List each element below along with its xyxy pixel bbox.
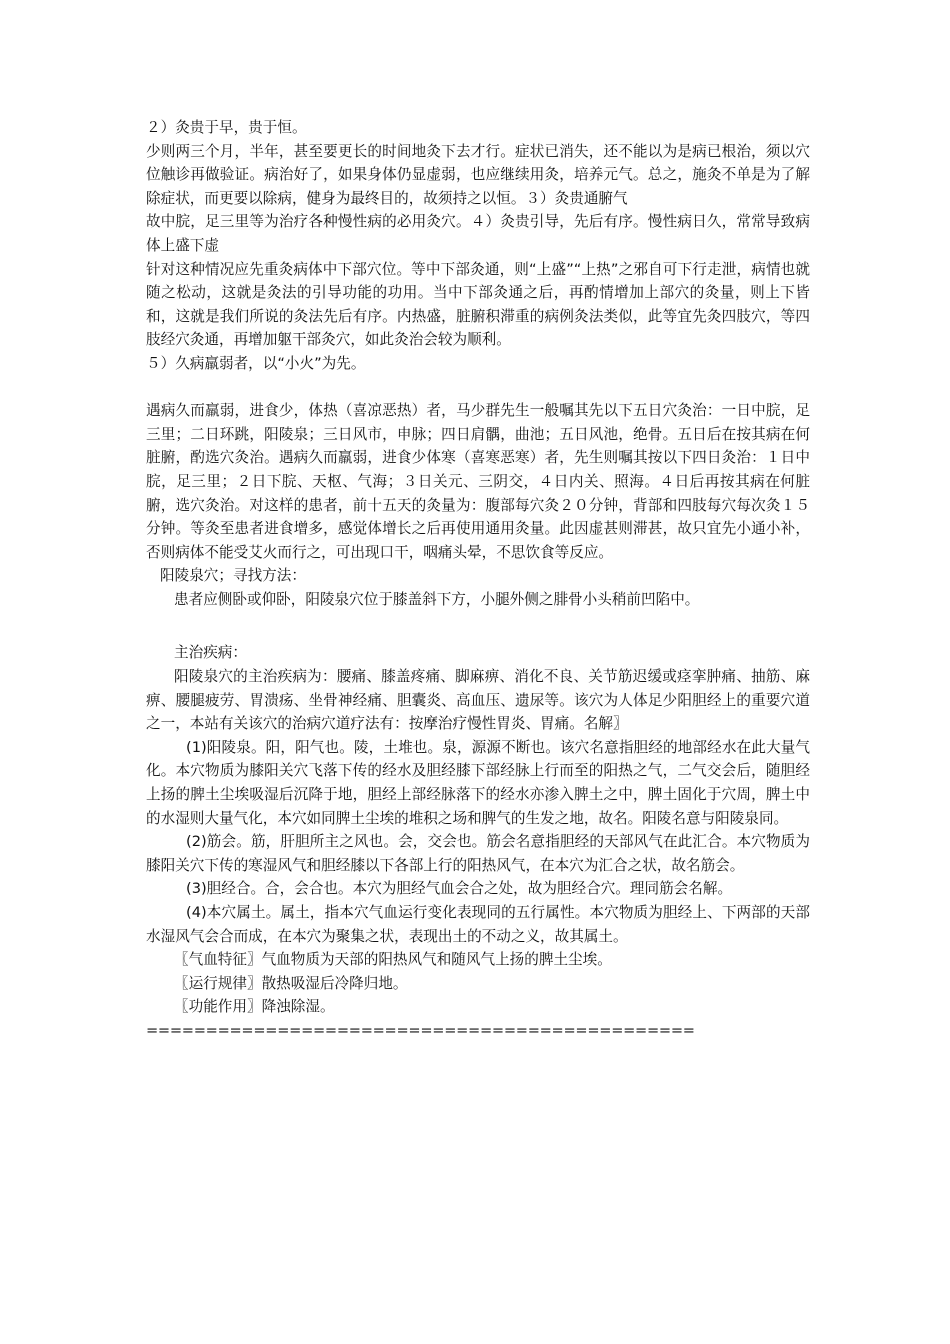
spacer <box>146 376 810 400</box>
name-explanation-3: (3)胆经合。合，会合也。本穴为胆经气血会合之处，故为胆经合穴。理同筋会名解。 <box>186 880 733 898</box>
name-explanation-2: (2)筋会。筋，肝胆所主之风也。会，交会也。筋会名意指胆经的天部风气在此汇合。本穴物质为膝阳关穴下传的寒湿风气和胆经膝以下各部上行的阳热风气，在本穴为汇合之状，故名筋会。 <box>146 833 810 874</box>
item-5-heading: ５）久病羸弱者，以“小火”为先。 <box>146 354 366 372</box>
qi-blood-feature: 〖气血特征〗气血物质为天部的阳热风气和随风气上扬的脾土尘埃。 <box>174 951 612 969</box>
name-explanation-4: (4)本穴属土。属土，指本穴气血运行变化表现同的五行属性。本穴物质为胆经上、下两部的天部水湿风气会合而成，在本穴为聚集之状，表现出土的不动之义，故其属土。 <box>146 904 810 945</box>
paragraph-persistence: 少则两三个月，半年，甚至要更长的时间地灸下去才行。症状已消失，还不能以为是病已根治，须以穴位触诊再做验证。病治好了，如果身体仍显虚弱，也应继续用灸，培养元气。总之，施灸不单是为了解除症状，而更要以除病，健身为最终目的，故须持之以恒。３）灸贵通腑气 <box>146 142 810 207</box>
paragraph-zhongwan: 故中脘，足三里等为治疗各种慢性病的必用灸穴。４）灸贵引导，先后有序。慢性病日久，常常导致病体上盛下虚 <box>146 213 810 254</box>
item-2-heading: ２）灸贵于早，贵于恒。 <box>146 119 307 136</box>
spacer <box>146 611 810 641</box>
separator-line: ============================================== <box>146 1021 695 1039</box>
acupoint-heading: 阳陵泉穴；寻找方法： <box>160 567 306 585</box>
paragraph-guidance: 针对这种情况应先重灸病体中下部穴位。等中下部灸通，则“上盛”“上热”之邪自可下行走泄，病情也就随之松动，这就是灸法的引导功能的功用。当中下部灸通之后，再酌情增加上部穴的灸量，则上下皆和，这就是我们所说的灸法先后有序。内热盛，脏腑积滞重的病例灸法类似，此等宜先灸四肢穴，等四肢经穴灸通，再增加躯干部灸穴，如此灸治会较为顺利。 <box>146 260 810 349</box>
function-effect: 〖功能作用〗降浊除湿。 <box>174 998 335 1016</box>
indications-heading: 主治疾病： <box>174 644 247 662</box>
paragraph-weak-patients: 遇病久而羸弱，进食少，体热（喜凉恶热）者，马少群先生一般嘱其先以下五日穴灸治：一日中脘，足三里；二日环跳，阳陵泉；三日风市，申脉；四日肩髃，曲池；五日风池，绝骨。五日后在按其病在何脏腑，酌选穴灸治。遇病久而羸弱，进食少体寒（喜寒恶寒）者，先生则嘱其按以下四日灸治：１日中脘，足三里；２日下脘、天枢、气海；３日关元、三阴交，４日内关、照海。４日后再按其病在何脏腑，选穴灸治。对这样的患者，前十五天的灸量为：腹部每穴灸２０分钟，背部和四肢每穴每次灸１５分钟。等灸至患者进食增多，感觉体增长之后再使用通用灸量。此因虚甚则滞甚，故只宜先小通小补，否则病体不能受艾火而行之，可出现口干，咽痛头晕，不思饮食等反应。 <box>146 402 810 561</box>
movement-pattern: 〖运行规律〗散热吸湿后冷降归地。 <box>174 974 408 992</box>
document-page <box>146 116 810 1043</box>
location-paragraph: 患者应侧卧或仰卧，阳陵泉穴位于膝盖斜下方，小腿外侧之腓骨小头稍前凹陷中。 <box>174 590 700 608</box>
indications-paragraph: 阳陵泉穴的主治疾病为：腰痛、膝盖疼痛、脚麻痹、消化不良、关节筋迟缓或痉挛肿痛、抽筋、麻痹、腰腿疲劳、胃溃疡、坐骨神经痛、胆囊炎、高血压、遗尿等。该穴为人体足少阳胆经上的重要穴道之一，本站有关该穴的治病穴道疗法有：按摩治疗慢性胃炎、胃痛。名解〗 <box>146 668 810 733</box>
name-explanation-1: (1)阳陵泉。阳，阳气也。陵，土堆也。泉，源源不断也。该穴名意指胆经的地部经水在此大量气化。本穴物质为膝阳关穴飞落下传的经水及胆经膝下部经脉上行而至的阳热之气，二气交会后，随胆经上扬的脾土尘埃吸湿后沉降于地，胆经上部经脉落下的经水亦渗入脾土之中，脾土固化于穴周，脾土中的水湿则大量气化，本穴如同脾土尘埃的堆积之场和脾气的生发之地，故名。阳陵名意与阳陵泉同。 <box>146 738 810 827</box>
